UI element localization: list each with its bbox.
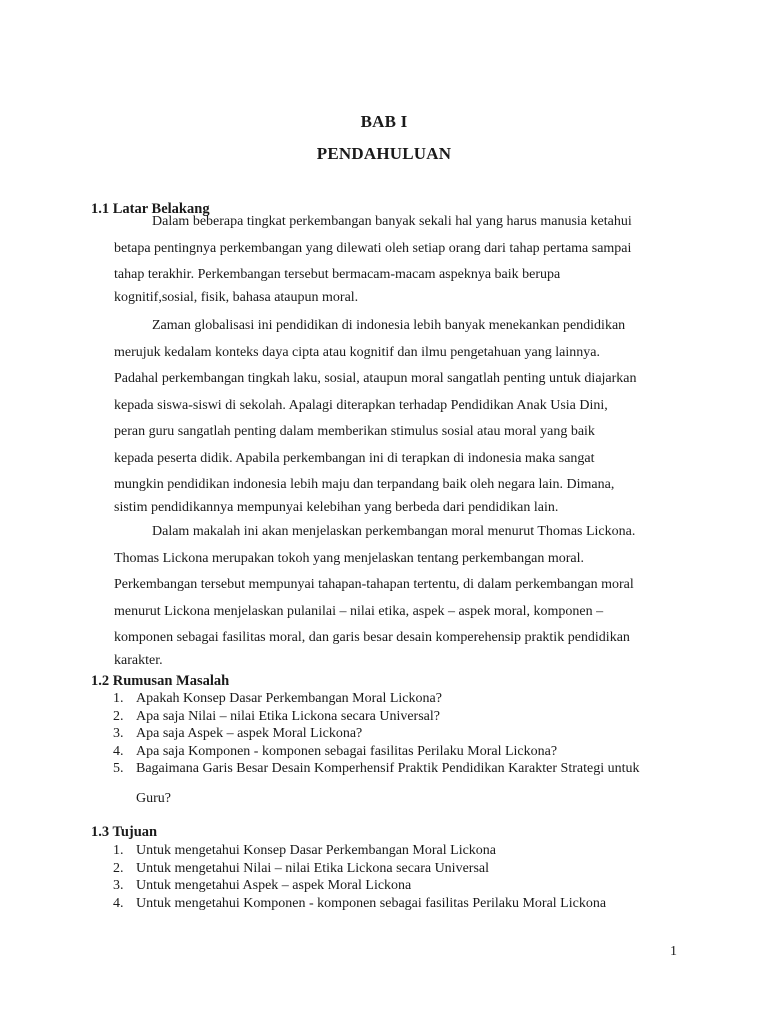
list-number: 5. bbox=[113, 761, 124, 776]
section-heading-rumusan-masalah: 1.2 Rumusan Masalah bbox=[91, 673, 230, 689]
list-item bbox=[113, 708, 703, 726]
paragraph-3 bbox=[114, 519, 684, 670]
section-heading-latar-belakang: 1.1 Latar Belakang bbox=[91, 201, 210, 217]
list-number: 2. bbox=[113, 860, 124, 876]
rumusan-masalah-list bbox=[113, 690, 703, 807]
list-text: Untuk mengetahui Nilai – nilai Etika Lickona secara Universal bbox=[136, 860, 489, 876]
list-text: Apa saja Komponen - komponen sebagai fasilitas Perilaku Moral Lickona? bbox=[136, 743, 558, 759]
paragraph-line: sistim pendidikannya mempunyai kelebihan yang berbeda dari pendidikan lain. bbox=[114, 499, 559, 515]
paragraph-line: karakter. bbox=[114, 652, 163, 668]
list-text: Apakah Konsep Dasar Perkembangan Moral Lickona? bbox=[136, 691, 442, 706]
section-heading-tujuan: 1.3 Tujuan bbox=[91, 824, 158, 840]
paragraph-line: Dalam beberapa tingkat perkembangan banyak sekali hal yang harus manusia ketahui bbox=[152, 214, 632, 229]
paragraph-2 bbox=[114, 313, 684, 517]
paragraph-line: merujuk kedalam konteks daya cipta atau kognitif dan ilmu pengetahuan yang lainnya. bbox=[114, 344, 600, 360]
paragraph-line: menurut Lickona menjelaskan pulanilai – nilai etika, aspek – aspek moral, komponen – bbox=[114, 603, 604, 619]
list-item bbox=[113, 877, 703, 895]
paragraph-line: betapa pentingnya perkembangan yang dilewati oleh setiap orang dari tahap pertama sampai bbox=[114, 240, 632, 256]
chapter-title: PENDAHULUAN bbox=[316, 144, 452, 163]
paragraph-line: Zaman globalisasi ini pendidikan di indonesia lebih banyak menekankan pendidikan bbox=[152, 318, 626, 333]
paragraph-1 bbox=[114, 209, 684, 307]
page-number: 1 bbox=[670, 944, 677, 959]
list-item bbox=[113, 860, 703, 878]
paragraph-line: kognitif,sosial, fisik, bahasa ataupun moral. bbox=[114, 289, 359, 305]
list-text: Apa saja Aspek – aspek Moral Lickona? bbox=[136, 726, 363, 741]
tujuan-list bbox=[113, 842, 703, 912]
list-item bbox=[113, 842, 703, 860]
paragraph-line: Perkembangan tersebut mempunyai tahapan-tahapan tertentu, di dalam perkembangan moral bbox=[114, 577, 634, 592]
paragraph-line: kepada siswa-siswi di sekolah. Apalagi diterapkan terhadap Pendidikan Anak Usia Dini, bbox=[114, 397, 608, 413]
list-item bbox=[113, 690, 703, 708]
list-item bbox=[113, 743, 703, 761]
paragraph-line: Thomas Lickona merupakan tokoh yang menjelaskan tentang perkembangan moral. bbox=[114, 550, 585, 566]
paragraph-line: Dalam makalah ini akan menjelaskan perkembangan moral menurut Thomas Lickona. bbox=[152, 524, 636, 539]
list-text: Untuk mengetahui Komponen - komponen sebagai fasilitas Perilaku Moral Lickona bbox=[136, 895, 607, 911]
paragraph-line: kepada peserta didik. Apabila perkembangan ini di terapkan di indonesia maka sangat bbox=[114, 450, 595, 466]
list-number: 1. bbox=[113, 691, 124, 706]
list-item bbox=[113, 760, 703, 807]
list-text: Apa saja Nilai – nilai Etika Lickona secara Universal? bbox=[136, 708, 440, 724]
list-number: 3. bbox=[113, 726, 124, 741]
list-text-continuation: Guru? bbox=[136, 790, 171, 806]
list-number: 4. bbox=[113, 895, 124, 911]
paragraph-line: peran guru sangatlah penting dalam memberikan stimulus sosial atau moral yang baik bbox=[114, 424, 595, 439]
list-number: 1. bbox=[113, 843, 124, 858]
list-item bbox=[113, 725, 703, 743]
chapter-number: BAB I bbox=[360, 112, 408, 131]
list-text: Bagaimana Garis Besar Desain Komperhensif Praktik Pendidikan Karakter Strategi untuk bbox=[136, 761, 640, 776]
paragraph-line: tahap terakhir. Perkembangan tersebut bermacam-macam aspeknya baik berupa bbox=[114, 267, 561, 282]
list-number: 4. bbox=[113, 743, 124, 759]
list-number: 3. bbox=[113, 878, 124, 893]
list-text: Untuk mengetahui Konsep Dasar Perkembangan Moral Lickona bbox=[136, 843, 497, 858]
paragraph-line: Padahal perkembangan tingkah laku, sosial, ataupun moral sangatlah penting untuk diajarkan bbox=[114, 371, 637, 386]
list-text: Untuk mengetahui Aspek – aspek Moral Lickona bbox=[136, 878, 412, 893]
paragraph-line: mungkin pendidikan indonesia lebih maju dan terpandang baik oleh negara lain. Dimana, bbox=[114, 477, 615, 492]
paragraph-line: komponen sebagai fasilitas moral, dan garis besar desain komperehensip praktik pendidikan bbox=[114, 630, 630, 645]
list-item bbox=[113, 895, 703, 913]
list-number: 2. bbox=[113, 708, 124, 724]
